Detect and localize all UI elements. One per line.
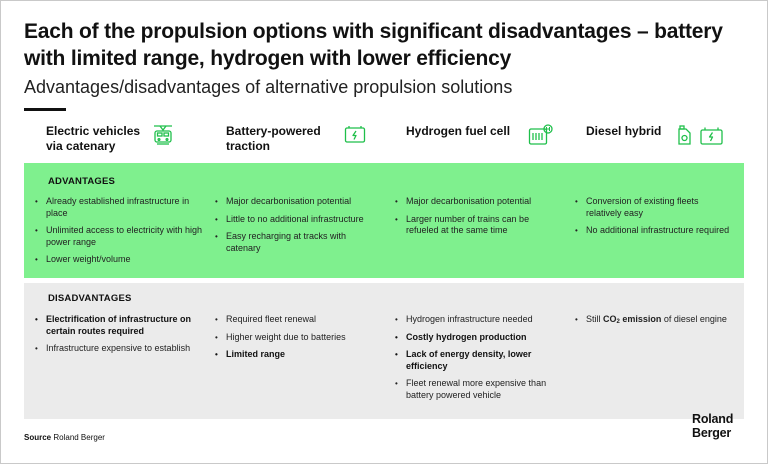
column-header-hydrogen [406,124,554,164]
list-item: • Major decarbonisation potential [212,196,382,208]
advantages-list-battery [212,196,382,260]
disadvantages-list-hydrogen [392,314,557,407]
disadvantages-list-diesel [572,314,742,335]
logo-line-1: Roland [692,412,734,426]
catenary-train-icon [152,124,174,146]
advantages-label: ADVANTAGES [48,176,116,187]
column-title: Hydrogen fuel cell [406,124,511,138]
advantages-section [24,163,744,278]
disadvantages-list-catenary [32,314,212,361]
list-item: • Limited range [212,349,382,361]
list-item [572,314,742,329]
logo-line-2: Berger [692,425,732,440]
disadvantages-section [24,283,744,419]
list-item: • Major decarbonisation potential [392,196,552,208]
list-item: • Easy recharging at tracks with catenary [212,231,382,254]
battery-icon [344,124,366,144]
list-item: • Infrastructure expensive to establish [32,343,212,355]
column-header-diesel [586,124,724,164]
list-item: • Already established infrastructure in place [32,196,212,219]
source-note [24,433,105,442]
fuel-cell-icon [528,124,554,148]
item-text-bold: $CO_2$ emission [603,314,662,325]
list-item: • Lower weight/volume [32,254,212,266]
fuel-can-battery-icon [676,124,724,146]
column-title: Battery-powered traction [226,124,321,153]
list-item: • Costly hydrogen production [392,332,557,344]
title-underline [24,108,66,111]
list-item: • Conversion of existing fleets relatively easy [572,196,732,219]
list-item: • Electrification of infrastructure on certain routes required [32,314,212,337]
item-text: Still [586,314,604,324]
advantages-list-catenary [32,196,212,272]
list-item: • Required fleet renewal [212,314,382,326]
advantages-list-diesel [572,196,732,243]
list-item: • Hydrogen infrastructure needed [392,314,557,326]
item-text: of diesel engine [661,314,727,324]
company-logo [692,413,733,440]
source-label: Source [24,433,52,442]
list-item: • No additional infrastructure required [572,225,732,237]
list-item: • Lack of energy density, lower efficiency [392,349,557,372]
column-title: Electric vehicles via catenary [46,124,141,153]
column-header-battery [226,124,366,164]
source-text: Roland Berger [53,433,105,442]
slide-subtitle: Advantages/disadvantages of alternative propulsion solutions [24,77,513,97]
list-item: • Little to no additional infrastructure [212,214,382,226]
list-item: • Higher weight due to batteries [212,332,382,344]
disadvantages-list-battery [212,314,382,367]
column-header-catenary [46,124,174,164]
list-item: • Unlimited access to electricity with high power range [32,225,212,248]
list-item: • Larger number of trains can be refueled at the same time [392,214,552,237]
column-title: Diesel hybrid [586,124,662,138]
advantages-list-hydrogen [392,196,552,243]
list-item: • Fleet renewal more expensive than battery powered vehicle [392,378,557,401]
disadvantages-label: DISADVANTAGES [48,293,132,304]
slide-title: Each of the propulsion options with significant disadvantages – battery with limited range, hydrogen with lower efficiency [24,20,723,70]
